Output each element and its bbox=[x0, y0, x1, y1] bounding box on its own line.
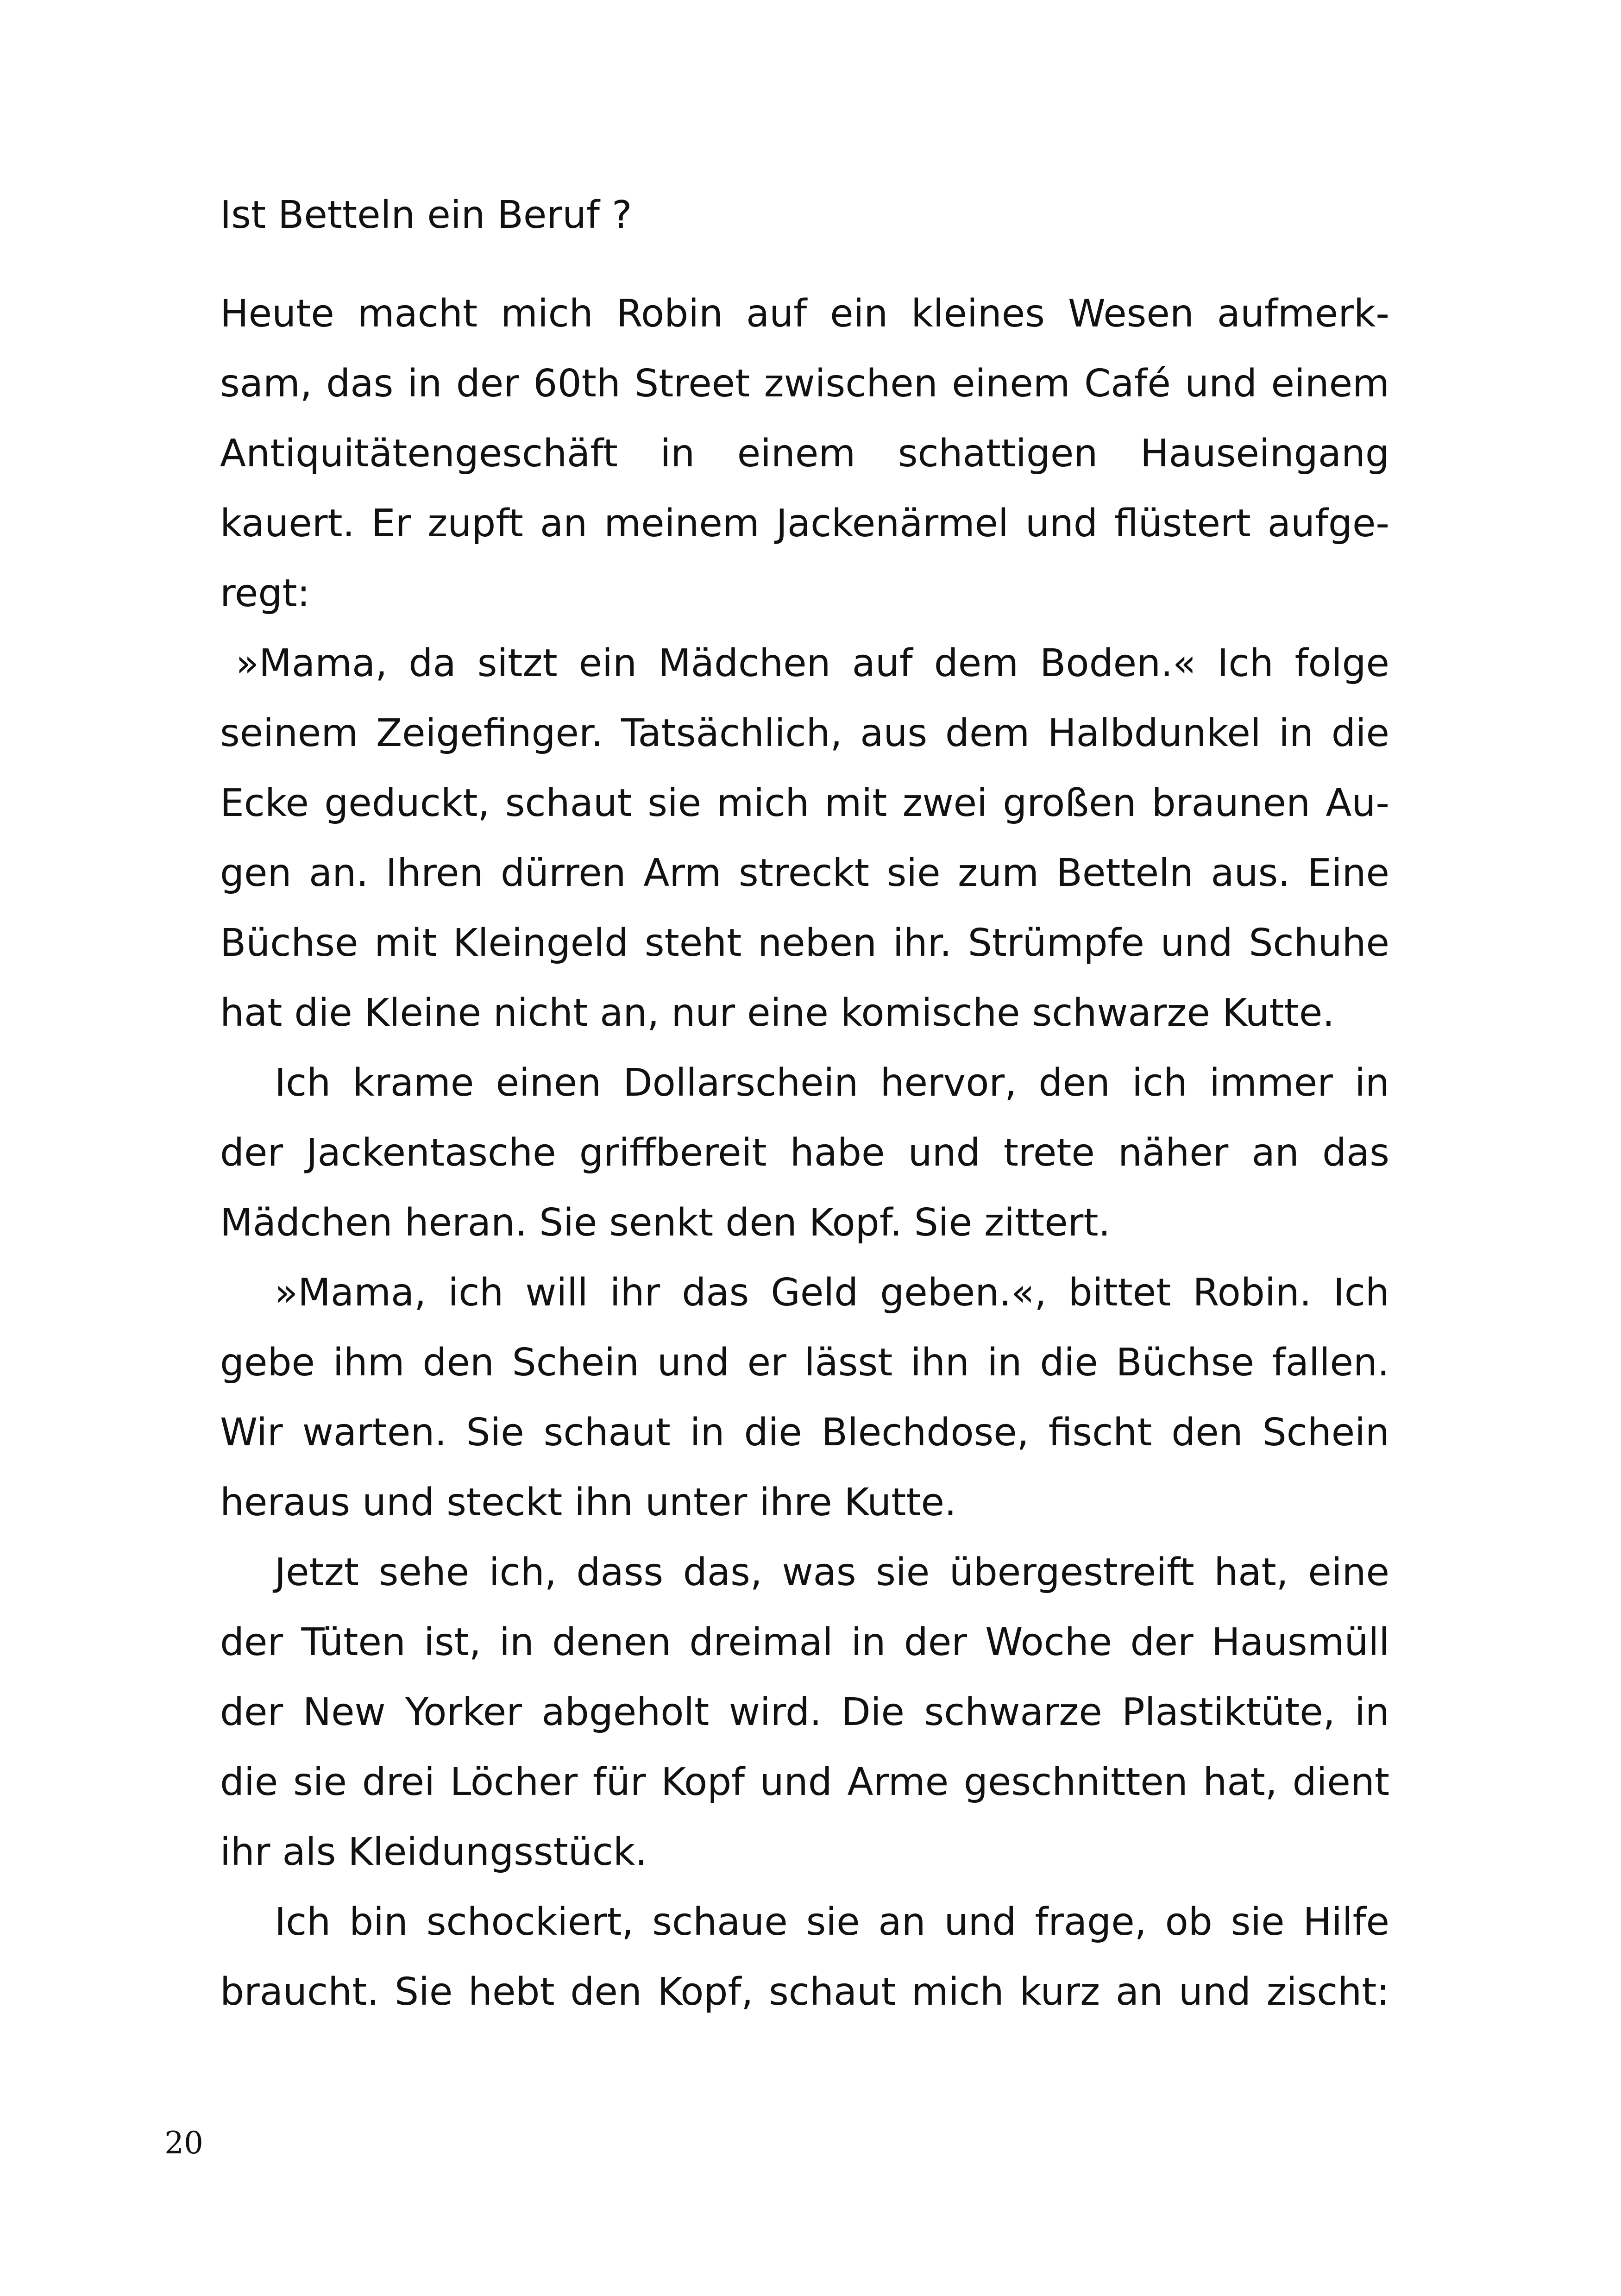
text-line: regt: bbox=[220, 571, 310, 615]
text-line: »Mama, da sitzt ein Mädchen auf dem Boden.« Ich folge bbox=[236, 641, 1389, 685]
chapter-heading: Ist Betteln ein Beruf ? bbox=[220, 193, 632, 237]
text-line: Jetzt sehe ich, dass das, was sie übergestreift hat, eine bbox=[275, 1550, 1389, 1594]
text-line: »Mama, ich will ihr das Geld geben.«, bittet Robin. Ich bbox=[275, 1271, 1389, 1315]
text-line: hat die Kleine nicht an, nur eine komische schwarze Kutte. bbox=[220, 991, 1335, 1035]
text-line: ihr als Kleidungsstück. bbox=[220, 1830, 647, 1874]
text-line: Heute macht mich Robin auf ein kleines Wesen aufmerk- bbox=[220, 292, 1389, 336]
text-line: Antiquitätengeschäft in einem schattigen Hauseingang bbox=[220, 432, 1389, 476]
text-line: der New Yorker abgeholt wird. Die schwarze Plastiktüte, in bbox=[220, 1690, 1389, 1734]
text-line: seinem Zeigefinger. Tatsächlich, aus dem Halbdunkel in die bbox=[220, 711, 1389, 755]
text-line: Wir warten. Sie schaut in die Blechdose, fischt den Schein bbox=[220, 1411, 1389, 1455]
text-line: gen an. Ihren dürren Arm streckt sie zum Betteln aus. Eine bbox=[220, 851, 1389, 895]
text-line: Mädchen heran. Sie senkt den Kopf. Sie zittert. bbox=[220, 1201, 1111, 1245]
text-line: braucht. Sie hebt den Kopf, schaut mich kurz an und zischt: bbox=[220, 1970, 1389, 2014]
text-line: gebe ihm den Schein und er lässt ihn in die Büchse fallen. bbox=[220, 1341, 1389, 1385]
text-line: sam, das in der 60th Street zwischen einem Café und einem bbox=[220, 362, 1389, 406]
text-line: Ich bin schockiert, schaue sie an und frage, ob sie Hilfe bbox=[275, 1900, 1389, 1944]
text-line: kauert. Er zupft an meinem Jackenärmel und flüstert aufge- bbox=[220, 502, 1389, 546]
text-line: Ich krame einen Dollarschein hervor, den ich immer in bbox=[275, 1061, 1389, 1105]
text-line: der Tüten ist, in denen dreimal in der Woche der Hausmüll bbox=[220, 1620, 1389, 1664]
body-text bbox=[220, 279, 1389, 2027]
text-line: Ecke geduckt, schaut sie mich mit zwei großen braunen Au- bbox=[220, 781, 1389, 825]
page-number: 20 bbox=[164, 2125, 203, 2161]
text-line: die sie drei Löcher für Kopf und Arme geschnitten hat, dient bbox=[220, 1760, 1389, 1804]
text-line: heraus und steckt ihn unter ihre Kutte. bbox=[220, 1480, 957, 1524]
text-line: der Jackentasche griffbereit habe und trete näher an das bbox=[220, 1131, 1389, 1175]
text-line: Büchse mit Kleingeld steht neben ihr. Strümpfe und Schuhe bbox=[220, 921, 1389, 965]
